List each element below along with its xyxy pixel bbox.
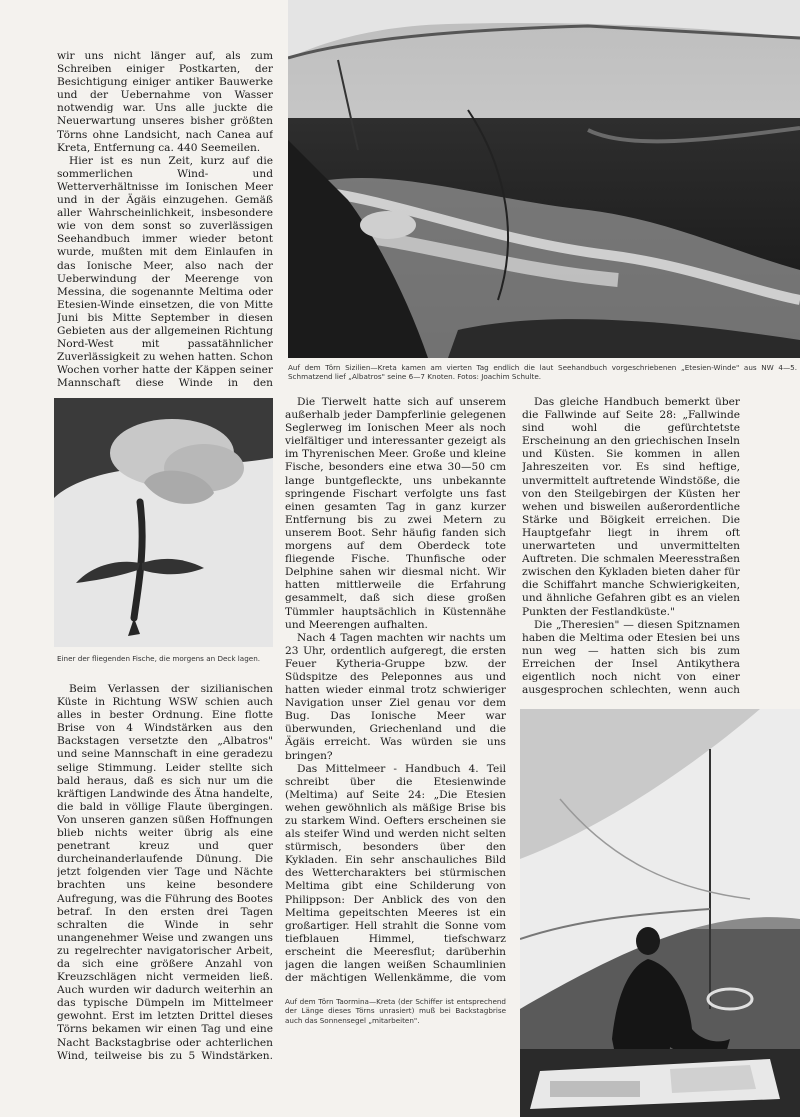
photo-deck-waves bbox=[288, 0, 800, 358]
paragraph: Hier ist es nun Zeit, kurz auf die sommerlichen Wind- und Wetterverhältnisse im Ionischen Meer und in der Ägäis einzugehen. Gemäß aller Wahrscheinlichkeit, insbesondere wie von dem sonst so zuverlässigen Seehandbuch immer wieder betont wurde, mußten mit dem Einlaufen in das Ionische Meer, also nach der Ueberwindung der Meerenge von Messina, die sogenannte Meltima oder Etesien-Winde einsetzen, die von Mitte Juni bis Mitte September in diesen Gebieten aus der allgemeinen Richtung Nord-West mit passatähnlicher Zuverlässigkeit zu wehen hatten. Schon Wochen vorher hatte der Käppen seiner Mannschaft diese Winde in den bbox=[57, 154, 273, 388]
right-column bbox=[522, 396, 740, 696]
photo-caption-top: Auf dem Törn Sizilien—Kreta kamen am vierten Tag endlich die laut Seehandbuch vorgeschriebenen „Etesien-Winde" aus NW 4—5. Schmatzend lief „Albatros" seine 6—7 Knoten. Fotos: Joachim Schulte. bbox=[288, 363, 797, 382]
left-lower-column bbox=[57, 683, 273, 1063]
photo-flying-fish bbox=[54, 398, 273, 647]
photo-caption-fish: Einer der fliegenden Fische, die morgens an Deck lagen. bbox=[57, 654, 261, 663]
paragraph: Das Mittelmeer - Handbuch 4. Teil schreibt über die Etesienwinde (Meltima) auf Seite 24: „Die Etesien wehen gewöhnlich als mäßige Brise bis zu starkem Wind. Oefters erscheinen sie als steifer Wind und werden nicht selten stürmisch, besonders über den Kykladen. Ein sehr anschauliches Bild des Wettercharakters bei stürmischen Meltima gibt eine Schilderung von Philippson: Der Anblick des von den Meltima gepeitschten Meeres ist ein großartiger. Hell strahlt die Sonne vom tiefblauen Himmel, tiefschwarz erscheint die Meeresflut; darüberhin jagen die langen weißen Schaumlinien der mächtigen Wellenkämme, die vom bbox=[285, 762, 506, 984]
paragraph: Die Tierwelt hatte sich auf unserem außerhalb jeder Dampferlinie gelegenen Seglerweg im Ionischen Meer als noch vielfältiger und interessanter gezeigt als im Thyrenischen Meer. Große und kleine Fische, besonders eine etwa 30—50 cm lange buntgefleckte, uns unbekannte springende Fischart verfolgte uns fast einen gesamten Tag in ganz kurzer Entfernung bis zu zwei Metern zu unserem Boot. Sehr häufig fanden sich morgens auf dem Oberdeck tote fliegende Fische. Thunfische oder Delphine sahen wir diesmal nicht. Wir hatten mittlerweile die Erfahrung gesammelt, daß sich diese großen Tümmler hauptsächlich in Küstennähe und Meerengen aufhalten. bbox=[285, 396, 506, 631]
top-left-column bbox=[57, 50, 273, 388]
paragraph: Nach 4 Tagen machten wir nachts um 23 Uhr, ordentlich aufgeregt, die ersten Feuer Kytheria-Gruppe bzw. der Südspitze des Peleponnes aus und hatten wieder einmal trotz schwieriger Navigation unser Ziel genau vor dem Bug. Das Ionische Meer war überwunden, Griechenland und die Ägäis erreicht. Was würden sie uns bringen? bbox=[285, 631, 506, 762]
paragraph: wir uns nicht länger auf, als zum Schreiben einiger Postkarten, der Besichtigung einiger antiker Bauwerke und der Uebernahme von Wasser notwendig war. Uns alle juckte die Neuerwartung unseres bisher größten Törns ohne Landsicht, nach Canea auf Kreta, Entfernung ca. 440 Seemeilen. bbox=[57, 50, 273, 154]
paragraph: Das gleiche Handbuch bemerkt über die Fallwinde auf Seite 28: „Fallwinde sind wohl die gefürchtetste Erscheinung an den griechischen Inseln und Küsten. Sie kommen in allen Jahreszeiten vor. Es sind heftige, unvermittelt auftretende Windstöße, die von den Steilgebirgen der Küsten her wehen und bisweilen außerordentliche Stärke und Böigkeit erreichen. Die Hauptgefahr liegt in ihrem oft unerwarteten und unvermittelten Auftreten. Die schmalen Meeresstraßen zwischen den Kykladen bieten daher für die Schiffahrt manche Schwierigkeiten, und ähnliche Gefahren gibt es an vielen Punkten der Festlandküste." bbox=[522, 396, 740, 618]
photo-sailor-sunsail bbox=[520, 709, 800, 1117]
paragraph: Die „Theresien" — diesen Spitznamen haben die Meltima oder Etesien bei uns nun weg — hatten sich bis zum Erreichen der Insel Antikythera eigentlich noch nicht von einer ausgesprochen schlechten, wenn auch bbox=[522, 618, 740, 696]
paragraph: Beim Verlassen der sizilianischen Küste in Richtung WSW schien auch alles in bester Ordnung. Eine flotte Brise von 4 Windstärken aus den Backstagen versetzte den „Albatros" und seine Mannschaft in eine geradezu selige Stimmung. Leider stellte sich bald heraus, daß es sich nur um die kräftigen Landwinde des Ätna handelte, die bald in völlige Flaute übergingen. Von unseren ganzen süßen Hoffnungen blieb nichts weiter übrig als eine penetrant kreuz und quer durcheinanderlaufende Dünung. Die jetzt folgenden vier Tage und Nächte brachten uns keine besondere Aufregung, was die Führung des Bootes betraf. In den ersten drei Tagen schralten die Winde in sehr unangenehmer Weise und zwangen uns zu regelrechter navigatorischer Arbeit, da sich eine größere Anzahl von Kreuzschlägen nicht vermeiden ließ. Auch wurden wir dadurch weiterhin an das typische Dümpeln im Mittelmeer gewohnt. Erst im letzten Drittel dieses Törns bekamen wir einen Tag und eine Nacht Backstagbrise oder achterlichen Wind, teilweise bis zu 5 Windstärken. bbox=[57, 683, 273, 1062]
middle-column bbox=[285, 396, 506, 984]
photo-caption-sail: Auf dem Törn Taormina—Kreta (der Schiffer ist entsprechend der Länge dieses Törns unrasiert) muß bei Backstagbrise auch das Sonnensegel „mitarbeiten". bbox=[285, 997, 506, 1025]
